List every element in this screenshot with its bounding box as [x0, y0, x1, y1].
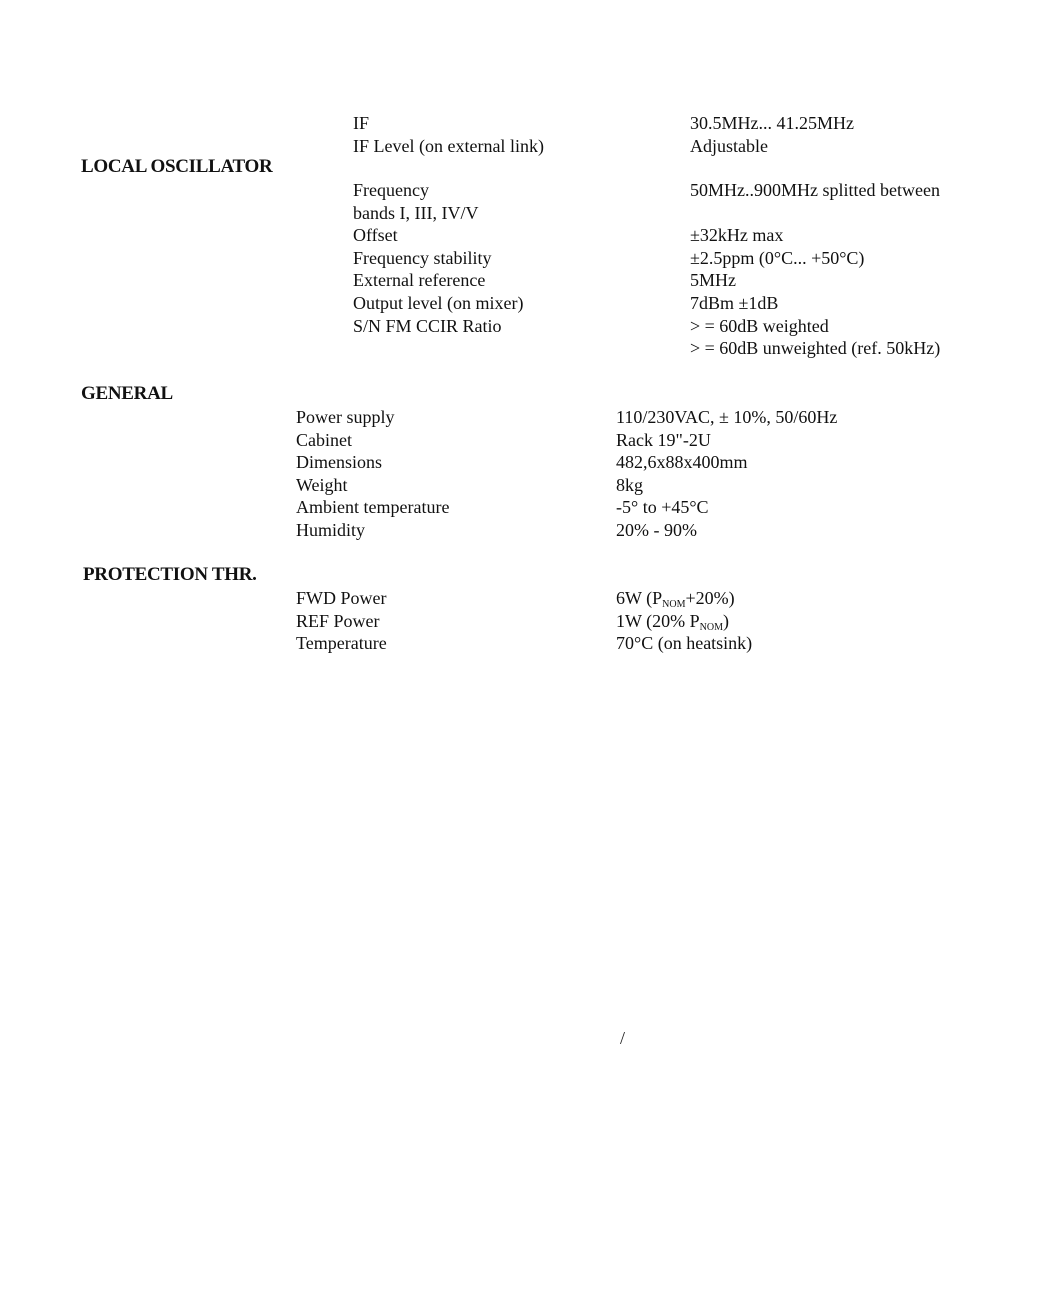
spec-value: 8kg: [616, 474, 643, 495]
spec-label: FWD Power: [296, 588, 387, 608]
spec-label: REF Power: [296, 610, 380, 631]
local-oscillator-labels: [353, 179, 523, 337]
spec-label: bands I, III, IV/V: [353, 202, 479, 223]
spec-label: Ambient temperature: [296, 497, 450, 518]
spec-label: IF: [353, 113, 370, 133]
spec-value: Adjustable: [690, 135, 768, 156]
spec-value: Rack 19"-2U: [616, 429, 711, 450]
spec-value-temperature: 70°C (on heatsink): [616, 633, 753, 654]
spec-value: 50MHz..900MHz splitted between: [690, 180, 940, 200]
spec-label: S/N FM CCIR Ratio: [353, 315, 502, 336]
spec-value: > = 60dB unweighted (ref. 50kHz): [690, 338, 941, 359]
spec-value: 7dBm ±1dB: [690, 292, 779, 313]
spec-label: Humidity: [296, 519, 366, 540]
stray-pen-mark: /: [620, 1028, 626, 1048]
if-values: [690, 112, 854, 157]
spec-value: 30.5MHz... 41.25MHz: [690, 113, 854, 133]
general-values: [616, 406, 837, 542]
spec-value: -5° to +45°C: [616, 497, 709, 518]
spec-label: Power supply: [296, 407, 395, 427]
protection-labels: [296, 587, 387, 655]
spec-label: Frequency: [353, 180, 429, 200]
protection-values: [616, 587, 752, 655]
spec-value: 482,6x88x400mm: [616, 452, 748, 473]
spec-label: External reference: [353, 270, 486, 291]
spec-value: 20% - 90%: [616, 519, 697, 540]
section-heading-protection: PROTECTION THR.: [83, 564, 257, 585]
spec-value: > = 60dB weighted: [690, 315, 829, 336]
spec-value: 5MHz: [690, 270, 736, 291]
spec-value: ±2.5ppm (0°C... +50°C): [690, 247, 865, 268]
spec-label: Dimensions: [296, 452, 383, 473]
spec-label: Cabinet: [296, 429, 352, 450]
spec-label: IF Level (on external link): [353, 135, 544, 156]
if-labels: [353, 112, 544, 157]
spec-label: Temperature: [296, 633, 387, 654]
local-oscillator-values: [690, 179, 940, 360]
general-labels: [296, 406, 449, 542]
spec-label: Frequency stability: [353, 247, 492, 268]
spec-label: Output level (on mixer): [353, 292, 524, 313]
spec-value-fwd-power: 6W $(P_{NOM}+20\%)$: [616, 588, 735, 610]
section-heading-local-oscillator: LOCAL OSCILLATOR: [81, 156, 273, 177]
spec-value: 110/230VAC, ± 10%, 50/60Hz: [616, 407, 838, 427]
spec-value: ±32kHz max: [690, 225, 784, 246]
spec-value-ref-power: 1W (20% $P_{NOM}$): [616, 610, 730, 633]
spec-label: Offset: [353, 225, 398, 246]
spec-label: Weight: [296, 474, 348, 495]
section-heading-general: GENERAL: [81, 383, 173, 404]
